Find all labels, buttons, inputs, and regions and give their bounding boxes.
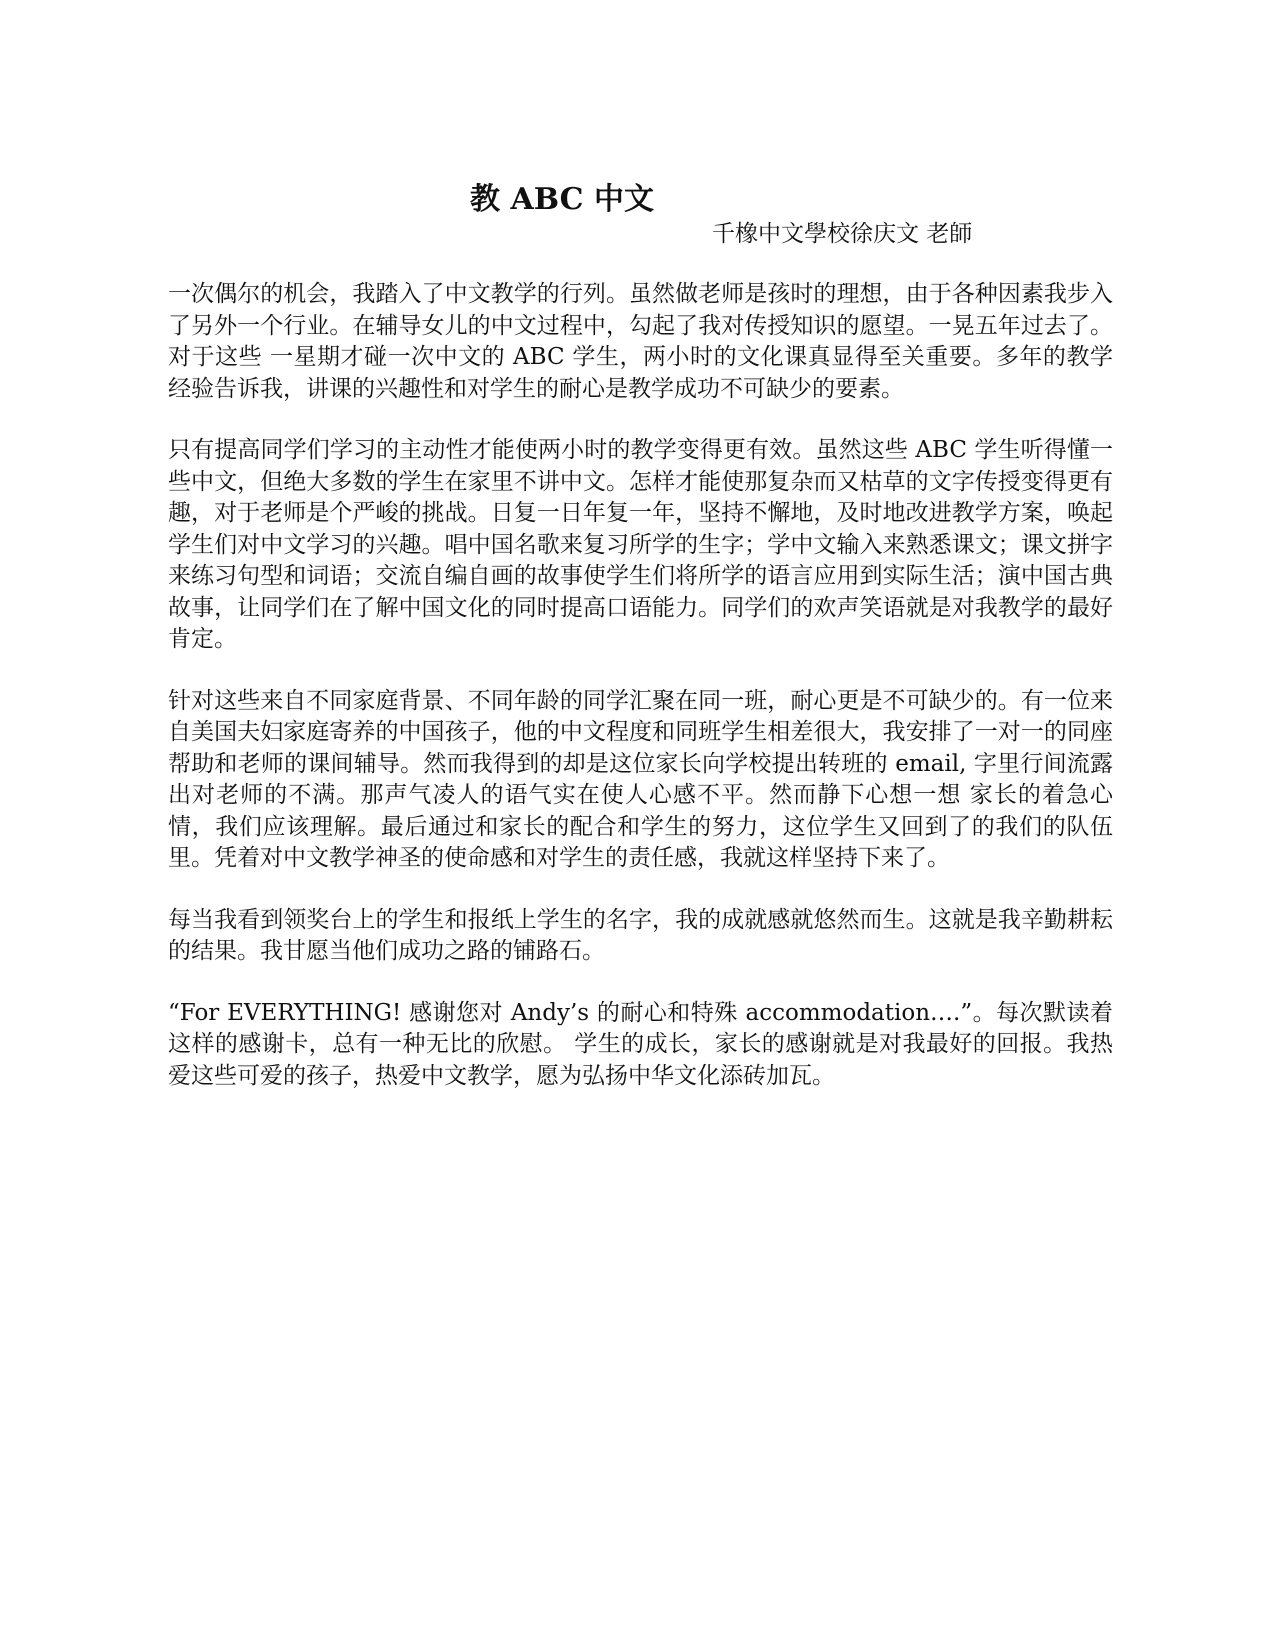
paragraph-1: 一次偶尔的机会，我踏入了中文教学的行列。虽然做老师是孩时的理想，由于各种因素我步入了另外一个行业。在辅导女儿的中文过程中，勾起了我对传授知识的愿望。一晃五年过去了。对于这些 一星期才碰一次中文的 ABC 学生，两小时的文化课真显得至关重要。多年的教学经验告诉我，讲课的兴趣性和对学生的耐心是教学成功不可缺少的要素。 xyxy=(168,281,1113,402)
document-body xyxy=(168,279,1113,1122)
document-title: 教 ABC 中文 xyxy=(470,182,654,217)
paragraph-3: 针对这些来自不同家庭背景、不同年龄的同学汇聚在同一班，耐心更是不可缺少的。有一位来自美国夫妇家庭寄养的中国孩子，他的中文程度和同班学生相差很大，我安排了一对一的同座帮助和老师的课间辅导。然而我得到的却是这位家长向学校提出转班的 email, 字里行间流露出对老师的不满。那声气凌人的语气实在使人心感不平。然而静下心想一想 家长的着急心情，我们应该理解。最后通过和家长的配合和学生的努力，这位学生又回到了的我们的队伍里。凭着对中文教学神圣的使命感和对学生的责任感，我就这样坚持下来了。 xyxy=(168,687,1113,871)
paragraph-2: 只有提高同学们学习的主动性才能使两小时的教学变得更有效。虽然这些 ABC 学生听得懂一些中文，但绝大多数的学生在家里不讲中文。怎样才能使那复杂而又枯草的文字传授变得更有趣，对于老师是个严峻的挑战。日复一日年复一年，坚持不懈地，及时地改进教学方案，唤起学生们对中文学习的兴趣。唱中国名歌来复习所学的生字；学中文输入来熟悉课文；课文拼字来练习句型和词语；交流自编自画的故事使学生们将所学的语言应用到实际生活；演中国古典故事，让同学们在了解中国文化的同时提高口语能力。同学们的欢声笑语就是对我教学的最好肯定。 xyxy=(168,437,1113,652)
paragraph-4: 每当我看到领奖台上的学生和报纸上学生的名字，我的成就感就悠然而生。这就是我辛勤耕耘的结果。我甘愿当他们成功之路的铺路石。 xyxy=(168,906,1113,964)
paragraph-5: “For EVERYTHING! 感谢您对 Andy’s 的耐心和特殊 accommodation….”。每次默读着这样的感谢卡，总有一种无比的欣慰。 学生的成长，家长的感谢就是对我最好的回报。我热爱这些可爱的孩子，热爱中文教学，愿为弘扬中华文化添砖加瓦。 xyxy=(168,999,1113,1089)
author-line: 千橡中文學校徐庆文 老師 xyxy=(712,221,973,247)
